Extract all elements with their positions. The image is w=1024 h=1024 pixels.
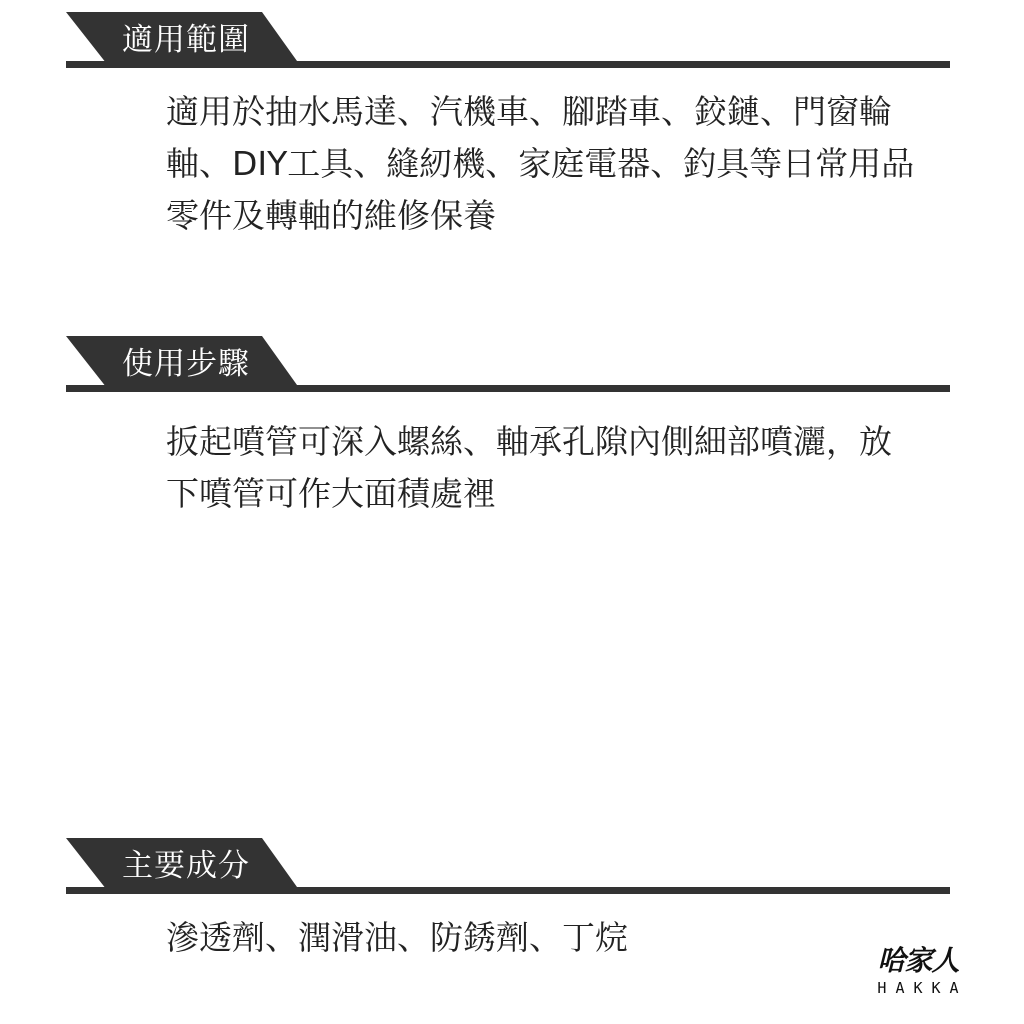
section-body-steps — [166, 416, 956, 520]
body-line: 軸、DIY工具、縫紉機、家庭電器、釣具等日常用品 — [166, 144, 915, 183]
section-body-scope — [166, 86, 956, 242]
brand-logo-mark: 哈家人 — [877, 944, 959, 977]
section-title-scope: 適用範圍 — [122, 22, 250, 58]
section-title-steps: 使用步驟 — [122, 346, 250, 382]
body-line: 滲透劑、潤滑油、防銹劑、丁烷 — [166, 918, 628, 957]
body-line: 適用於抽水馬達、汽機車、腳踏車、鉸鏈、門窗輪 — [166, 92, 892, 131]
brand-logo — [862, 944, 974, 1004]
brand-logo-wordmark: HAKKA — [877, 979, 968, 997]
section-title-ingredients: 主要成分 — [122, 848, 250, 884]
body-line: 扳起噴管可深入螺絲、軸承孔隙內側細部噴灑，放 — [166, 422, 892, 461]
section-header-ingredients — [66, 838, 950, 894]
section-header-scope — [66, 12, 950, 68]
section-body-ingredients — [166, 912, 956, 964]
section-header-steps — [66, 336, 950, 392]
body-line: 下噴管可作大面積處裡 — [166, 474, 496, 513]
body-line: 零件及轉軸的維修保養 — [166, 196, 496, 235]
